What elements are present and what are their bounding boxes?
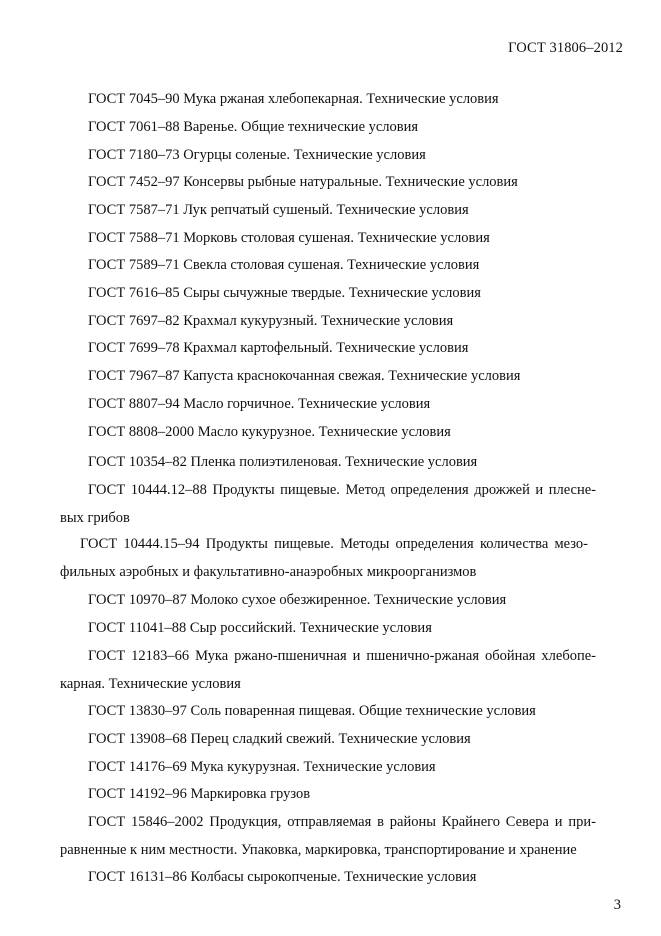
reference-text: ГОСТ 10354–82 Пленка полиэтиленовая. Технические условия — [88, 454, 478, 470]
reference-text: ГОСТ 7699–78 Крахмал картофельный. Технические условия — [88, 340, 469, 356]
reference-item — [0, 197, 661, 225]
reference-item — [0, 698, 661, 726]
reference-text-continued: вых грибов — [60, 509, 130, 526]
reference-text-continued: фильных аэробных и факультативно-анаэробных микроорганизмов — [60, 563, 477, 580]
reference-item — [0, 531, 661, 586]
reference-item — [0, 114, 661, 142]
reference-text: ГОСТ 7616–85 Сыры сычужные твердые. Технические условия — [88, 285, 481, 301]
reference-item — [0, 142, 661, 170]
reference-text: ГОСТ 14192–96 Маркировка грузов — [88, 786, 311, 802]
reference-item — [0, 308, 661, 336]
reference-text-continued: равненные к ним местности. Упаковка, маркировка, транспортирование и хранение — [60, 841, 577, 858]
reference-item — [0, 86, 661, 114]
reference-item — [0, 781, 661, 809]
reference-text: ГОСТ 7061–88 Варенье. Общие технические условия — [88, 119, 419, 135]
reference-text: ГОСТ 8807–94 Масло горчичное. Технические условия — [88, 396, 431, 412]
reference-item — [0, 477, 661, 532]
reference-item — [0, 225, 661, 253]
reference-item — [0, 809, 661, 864]
reference-text: ГОСТ 12183–66 Мука ржано-пшеничная и пшенично-ржаная обойная хлебопе- — [88, 648, 596, 664]
reference-text: ГОСТ 7180–73 Огурцы соленые. Технические условия — [88, 147, 426, 163]
reference-item — [0, 391, 661, 419]
reference-text: ГОСТ 7045–90 Мука ржаная хлебопекарная. Технические условия — [88, 91, 499, 107]
reference-text: ГОСТ 7587–71 Лук репчатый сушеный. Технические условия — [88, 202, 469, 218]
reference-item — [0, 419, 661, 447]
reference-item — [0, 169, 661, 197]
reference-item — [0, 280, 661, 308]
reference-item — [0, 643, 661, 698]
reference-item — [0, 335, 661, 363]
reference-text: ГОСТ 8808–2000 Масло кукурузное. Технические условия — [88, 424, 451, 440]
reference-item — [0, 864, 661, 892]
reference-text: ГОСТ 15846–2002 Продукция, отправляемая в районы Крайнего Севера и при- — [88, 814, 596, 830]
reference-text: ГОСТ 10444.12–88 Продукты пищевые. Метод определения дрожжей и плесне- — [88, 482, 596, 498]
reference-text: ГОСТ 11041–88 Сыр российский. Технические условия — [88, 620, 432, 636]
document-header-standard: ГОСТ 31806–2012 — [508, 40, 623, 56]
page-number: 3 — [613, 897, 621, 913]
reference-item — [0, 726, 661, 754]
reference-item — [0, 449, 661, 477]
reference-text: ГОСТ 10970–87 Молоко сухое обезжиренное. Технические условия — [88, 592, 507, 608]
reference-item — [0, 754, 661, 782]
reference-item — [0, 615, 661, 643]
reference-text: ГОСТ 16131–86 Колбасы сырокопченые. Технические условия — [88, 869, 477, 885]
reference-text: ГОСТ 13830–97 Соль поваренная пищевая. Общие технические условия — [88, 703, 536, 719]
reference-text: ГОСТ 7697–82 Крахмал кукурузный. Технические условия — [88, 313, 454, 329]
reference-text: ГОСТ 13908–68 Перец сладкий свежий. Технические условия — [88, 731, 471, 747]
reference-text-continued: карная. Технические условия — [60, 675, 241, 692]
reference-text: ГОСТ 7589–71 Свекла столовая сушеная. Технические условия — [88, 257, 480, 273]
reference-item — [0, 587, 661, 615]
reference-text: ГОСТ 10444.15–94 Продукты пищевые. Методы определения количества мезо- — [80, 536, 588, 552]
reference-item — [0, 363, 661, 391]
reference-text: ГОСТ 14176–69 Мука кукурузная. Технические условия — [88, 759, 436, 775]
reference-item — [0, 252, 661, 280]
reference-text: ГОСТ 7452–97 Консервы рыбные натуральные. Технические условия — [88, 174, 518, 190]
reference-text: ГОСТ 7967–87 Капуста краснокочанная свежая. Технические условия — [88, 368, 521, 384]
reference-text: ГОСТ 7588–71 Морковь столовая сушеная. Технические условия — [88, 230, 490, 246]
